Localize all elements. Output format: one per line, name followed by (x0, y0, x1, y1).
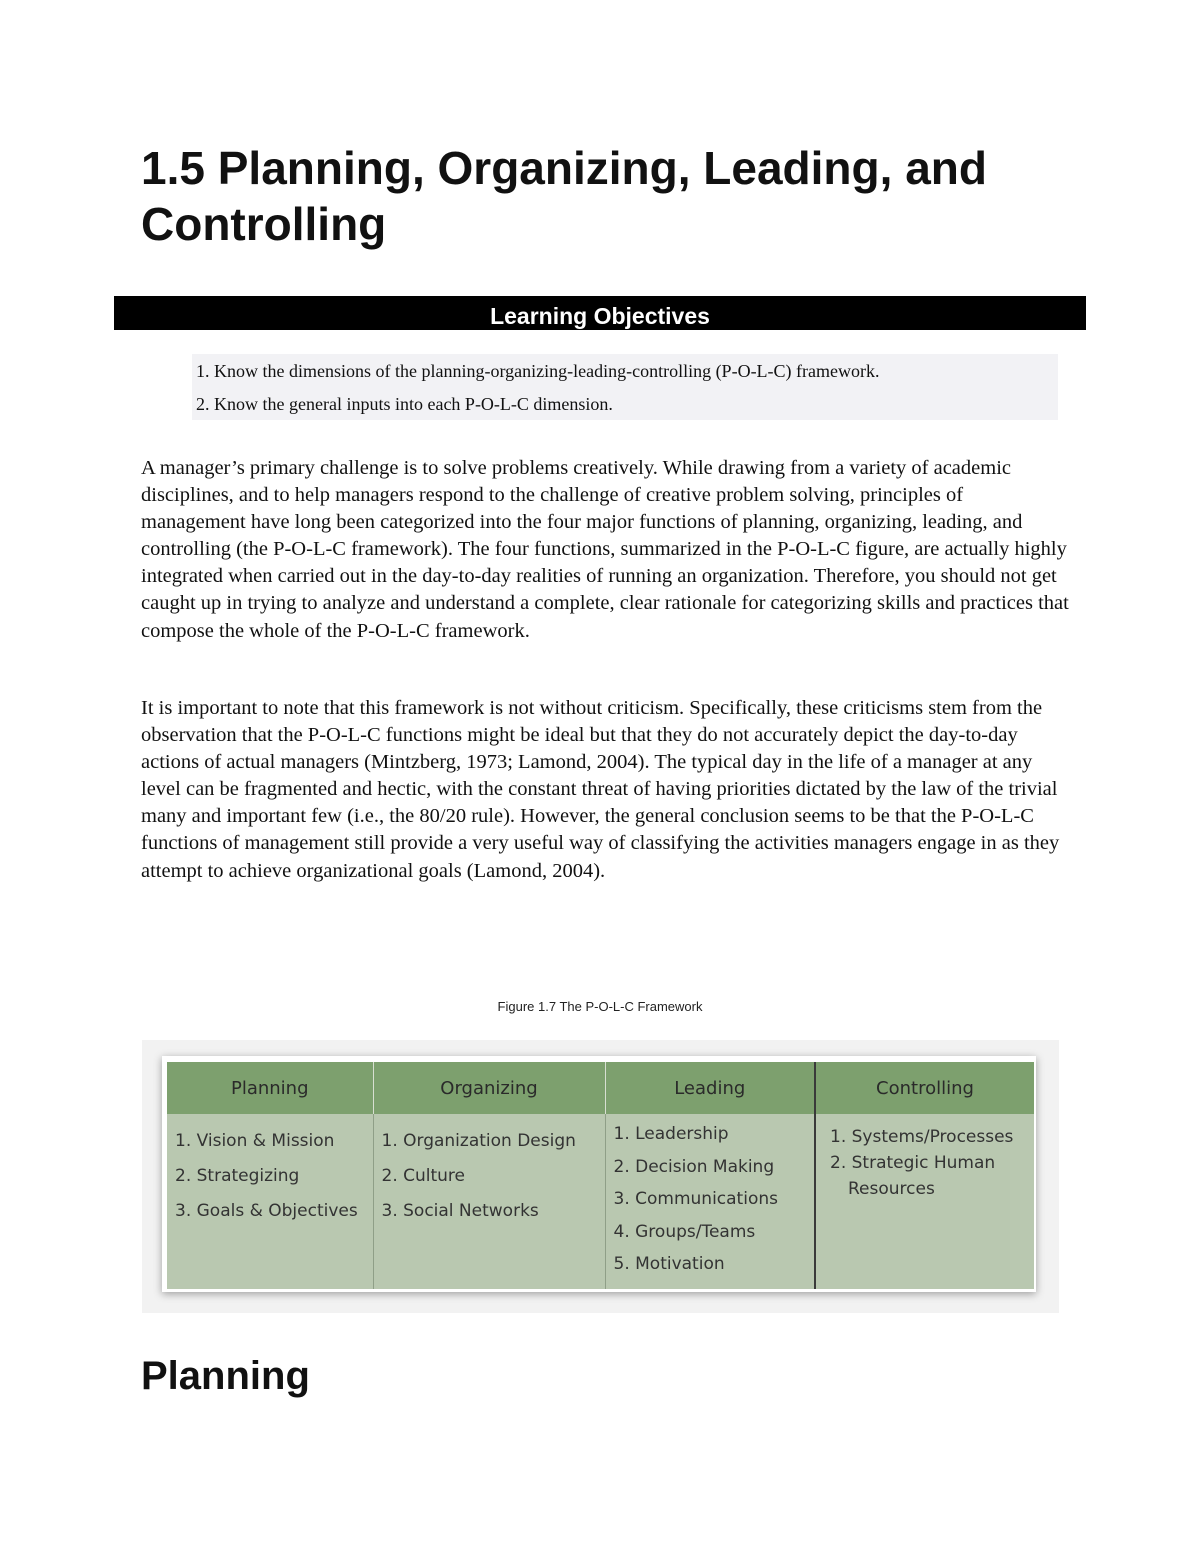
column-cell-leading (605, 1114, 815, 1289)
list-item: 2. Culture (381, 1166, 466, 1186)
polc-framework-table (167, 1062, 1034, 1289)
list-item: 1. Vision & Mission (175, 1131, 335, 1151)
section-heading-planning: Planning (141, 1354, 310, 1398)
learning-objectives-heading: Learning Objectives (114, 296, 1086, 330)
column-header-organizing: Organizing (373, 1062, 605, 1114)
list-item: 2. Decision Making (613, 1156, 775, 1177)
page-title: 1.5 Planning, Organizing, Leading, and Controlling (141, 142, 987, 250)
column-header-leading: Leading (605, 1062, 815, 1114)
column-cell-controlling (815, 1114, 1034, 1289)
body-paragraph-criticism: It is important to note that this framework is not without criticism. Specifically, these criticisms stem from the observation that the P-O-L-C functions might be ideal but that they do not accurately depict the day-to-day actions of actual managers (Mintzberg, 1973; Lamond, 2004). The typical day in the life of a manager at any level can be fragmented and hectic, with the constant threat of having priorities dictated by the law of the trivial many and important few (i.e., the 80/20 rule). However, the general conclusion seems to be that the P-O-L-C functions of management still provide a very useful way of classifying the activities managers engage in as they attempt to achieve organizational goals (Lamond, 2004). (141, 697, 1060, 882)
column-cell-organizing (373, 1114, 605, 1289)
objective-item: 1. Know the dimensions of the planning-organizing-leading-controlling (P-O-L-C) framework. (196, 361, 880, 381)
list-item: 5. Motivation (613, 1254, 725, 1274)
polc-figure-frame (162, 1056, 1036, 1292)
column-cell-planning (167, 1114, 373, 1289)
list-item: 3. Goals & Objectives (175, 1201, 358, 1221)
figure-caption: Figure 1.7 The P-O-L-C Framework (497, 999, 703, 1014)
list-item: 1. Systems/Processes (830, 1127, 1014, 1147)
list-item: 1. Leadership (613, 1124, 729, 1144)
list-item: 3. Communications (613, 1189, 778, 1209)
list-item: 1. Organization Design (381, 1131, 576, 1151)
list-item: 3. Social Networks (381, 1201, 539, 1221)
column-header-planning: Planning (167, 1062, 373, 1114)
list-item: 2. Strategic Human Resources (830, 1153, 996, 1199)
body-paragraph-intro: A manager’s primary challenge is to solve problems creatively. While drawing from a variety of academic disciplines, and to help managers respond to the challenge of creative problem solving, principles of management have long been categorized into the four major functions of planning, organizing, leading, and controlling (the P-O-L-C framework). The four functions, summarized in the P-O-L-C figure, are actually highly integrated when carried out in the day-to-day realities of running an organization. Therefore, you should not get caught up in trying to analyze and understand a complete, clear rationale for categorizing skills and practices that compose the whole of the P-O-L-C framework. (141, 457, 1069, 642)
list-item: 4. Groups/Teams (613, 1221, 756, 1242)
learning-objectives-list (192, 354, 1058, 420)
column-header-controlling: Controlling (815, 1062, 1034, 1114)
list-item: 2. Strategizing (175, 1166, 300, 1186)
objective-item: 2. Know the general inputs into each P-O-L-C dimension. (196, 394, 613, 414)
polc-figure (142, 1040, 1059, 1313)
